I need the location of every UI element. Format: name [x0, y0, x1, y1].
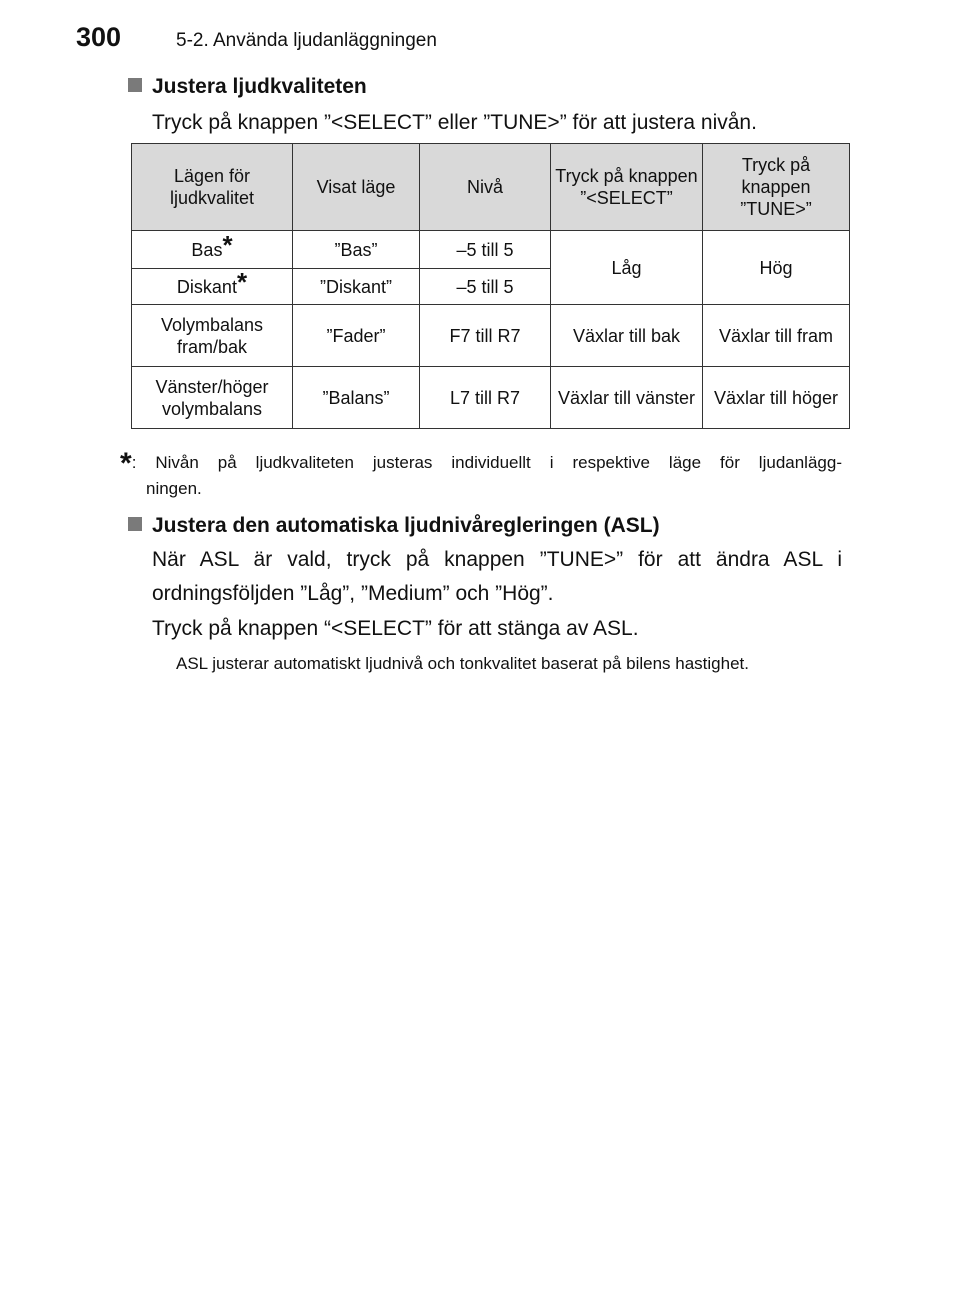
- page-number: 300: [76, 22, 122, 52]
- table-cell-display: ”Bas”: [293, 231, 420, 269]
- instruction-sound-quality: Tryck på knappen ”<SELECT” eller ”TUNE>” för att justera nivån.: [152, 111, 757, 134]
- heading-asl-text: Justera den automatiska ljudnivåregleringen (ASL): [152, 514, 660, 537]
- table-cell-select: Växlar till vänster: [551, 367, 703, 429]
- table-cell-level: –5 till 5: [420, 231, 551, 269]
- table-cell-display: ”Diskant”: [293, 269, 420, 305]
- table-row: [132, 305, 850, 367]
- asl-paragraph-1: [152, 543, 842, 611]
- asl-paragraph-1-line-1: När ASL är vald, tryck på knappen ”TUNE>” för att ändra ASL i: [152, 548, 842, 571]
- table-cell-mode: Volymbalans fram/bak: [132, 305, 293, 367]
- sound-quality-table: [131, 143, 850, 429]
- footnote-star: *: [222, 229, 233, 260]
- table-header-cell: Visat läge: [293, 144, 420, 231]
- table-cell-tune: Växlar till höger: [703, 367, 850, 429]
- table-cell-tune-merged: Hög: [703, 231, 850, 305]
- table-header-cell: Lägen för ljudkvalitet: [132, 144, 293, 231]
- table-cell-select-merged: Låg: [551, 231, 703, 305]
- heading-sound-quality-text: Justera ljudkvaliteten: [152, 75, 367, 98]
- table-cell-level: L7 till R7: [420, 367, 551, 429]
- table-header-row: [132, 144, 850, 231]
- section-title: 5-2. Använda ljudanläggningen: [176, 30, 437, 51]
- table-row: [132, 367, 850, 429]
- table-cell-select: Växlar till bak: [551, 305, 703, 367]
- table-cell-level: –5 till 5: [420, 269, 551, 305]
- table-cell-display: ”Balans”: [293, 367, 420, 429]
- table-header-cell: Tryck på knappen ”TUNE>”: [703, 144, 850, 231]
- table-header-cell: Nivå: [420, 144, 551, 231]
- heading-sound-quality: [128, 74, 367, 100]
- table-row: [132, 231, 850, 269]
- heading-asl: [128, 513, 660, 539]
- table-footnote: [120, 447, 842, 502]
- square-bullet-icon: [128, 517, 142, 531]
- footnote-mark: *: [120, 447, 132, 480]
- asl-paragraph-1-line-2: ordningsföljden ”Låg”, ”Medium” och ”Hög”.: [152, 582, 554, 605]
- table-cell-level: F7 till R7: [420, 305, 551, 367]
- footnote-line-2: ningen.: [146, 479, 202, 498]
- square-bullet-icon: [128, 78, 142, 92]
- table-cell-mode: Vänster/höger volymbalans: [132, 367, 293, 429]
- footnote-line-1: *: Nivån på ljudkvaliteten justeras individuellt i respektive läge för ljudanlägg-: [120, 447, 842, 480]
- footnote-star: *: [236, 266, 248, 297]
- table-cell-mode: Bas*: [132, 231, 293, 269]
- table-cell-mode: Diskant*: [132, 269, 293, 305]
- asl-note: ASL justerar automatiskt ljudnivå och tonkvalitet baserat på bilens hastighet.: [176, 654, 749, 673]
- table-cell-tune: Växlar till fram: [703, 305, 850, 367]
- table-cell-display: ”Fader”: [293, 305, 420, 367]
- table-header-cell: Tryck på knappen ”<SELECT”: [551, 144, 703, 231]
- asl-paragraph-2: Tryck på knappen “<SELECT” för att stänga av ASL.: [152, 617, 639, 640]
